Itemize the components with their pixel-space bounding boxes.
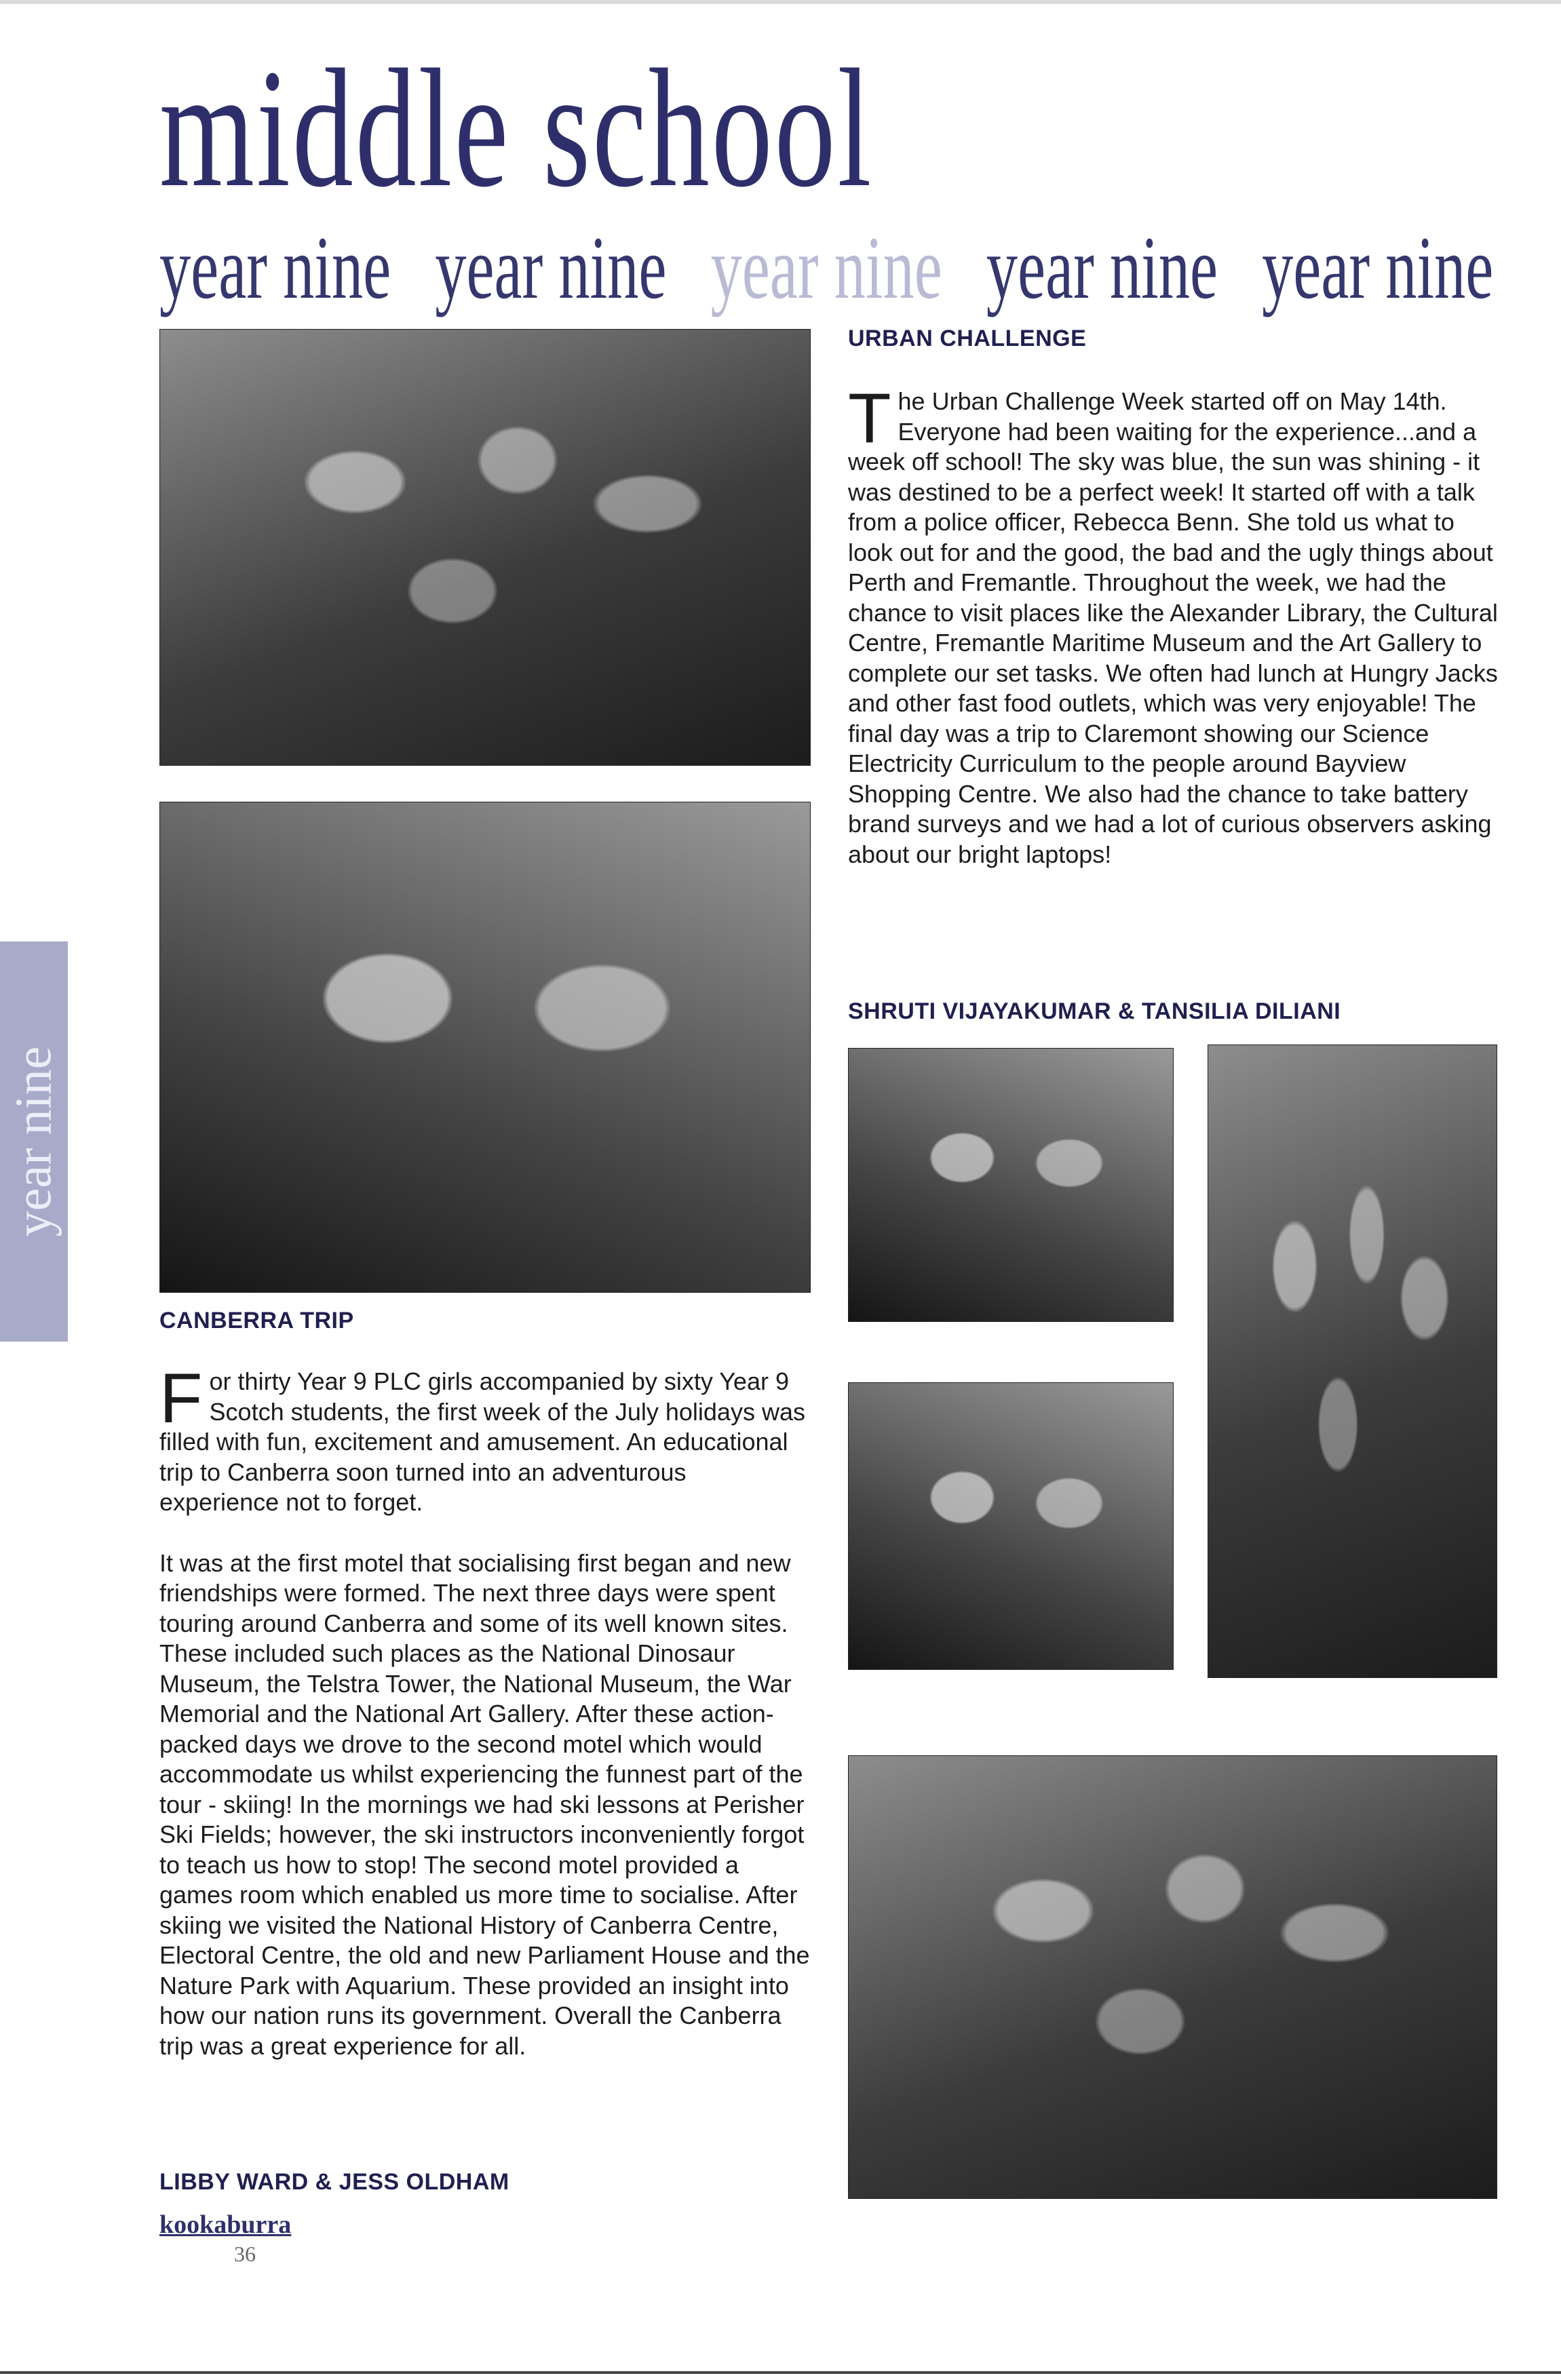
group-photo-uniform: [159, 802, 811, 1293]
subtitle-word: year nine: [1262, 218, 1494, 317]
group-photo-class: [848, 1755, 1497, 2199]
canberra-trip-heading: CANBERRA TRIP: [159, 1308, 354, 1333]
urban-challenge-paragraph: The Urban Challenge Week started off on May 14th. Everyone had been waiting for the experience...and a week off school! The sky was blue, the sun was shining - it was destined to be a perfect week! It started off with a talk from a police officer, Rebecca Benn. She told us what to look out for and the good, the bad and the ugly things about Perth and Fremantle. Throughout the week, we had the chance to visit places like the Alexander Library, the Cultural Centre, Fremantle Maritime Museum and the Art Gallery to complete our set tasks. We often had lunch at Hungry Jacks and other fast food outlets, which was very enjoyable! The final day was a trip to Claremont showing our Science Electricity Curriculum to the people around Bayview Shopping Centre. We also had the chance to take battery brand surveys and we had a lot of curious observers asking about our bright laptops!: [848, 379, 1498, 868]
bottom-rule: [0, 2371, 1561, 2374]
urban-challenge-authors: SHRUTI VIJAYAKUMAR & TANSILIA DILIANI: [848, 998, 1341, 1024]
photo-two-girls-superman: [848, 1382, 1174, 1670]
photo-girl-in-apron: [1208, 1045, 1497, 1678]
footer-brand: kookaburra: [159, 2210, 292, 2239]
dropcap: T: [848, 379, 891, 458]
canberra-trip-paragraph-1: For thirty Year 9 PLC girls accompanied by sixty Year 9 Scotch students, the first week of the July holidays was filled with fun, excitement and amusement. An educational trip to Canberra soon turned into an adventurous experience not to forget.: [159, 1359, 805, 1516]
canberra-trip-paragraph-2: It was at the first motel that socialising first began and new friendships were formed. The next three days were spent touring around Canberra and some of its well known sites. These included such places as the National Dinosaur Museum, the Telstra Tower, the National Museum, the War Memorial and the National Art Gallery. After these action-packed days we drove to the second motel which would accommodate us whilst experiencing the funnest part of the tour - skiing! In the mornings we had ski lessons at Perisher Ski Fields; however, the ski instructors inconveniently forgot to teach us how to stop! The second motel provided a games room which enabled us more time to socialise. After skiing we visited the National History of Canberra Centre, Electoral Centre, the old and new Parliament House and the Nature Park with Aquarium. These provided an insight into how our nation runs its government. Overall the Canberra trip was a great experience for all.: [159, 1548, 810, 2060]
subtitle-word: year nine: [986, 218, 1218, 317]
canberra-trip-authors: LIBBY WARD & JESS OLDHAM: [159, 2169, 509, 2195]
group-photo-casual: [159, 329, 811, 766]
subtitle-word: year nine: [159, 218, 391, 317]
urban-challenge-heading: URBAN CHALLENGE: [848, 326, 1087, 351]
subtitle-word: year nine: [710, 218, 942, 317]
subtitle-word: year nine: [435, 218, 667, 317]
urban-challenge-body: [848, 379, 1499, 900]
dropcap: F: [159, 1359, 203, 1438]
photo-two-girls-top: [848, 1048, 1174, 1322]
subtitle-banner: [159, 220, 1522, 315]
canberra-trip-body: [159, 1359, 811, 2092]
page-title: middle school: [159, 35, 874, 222]
top-rule: [0, 0, 1561, 4]
side-tab: [0, 941, 68, 1342]
side-tab-label: year nine: [5, 1046, 62, 1237]
page-number: 36: [234, 2242, 256, 2266]
